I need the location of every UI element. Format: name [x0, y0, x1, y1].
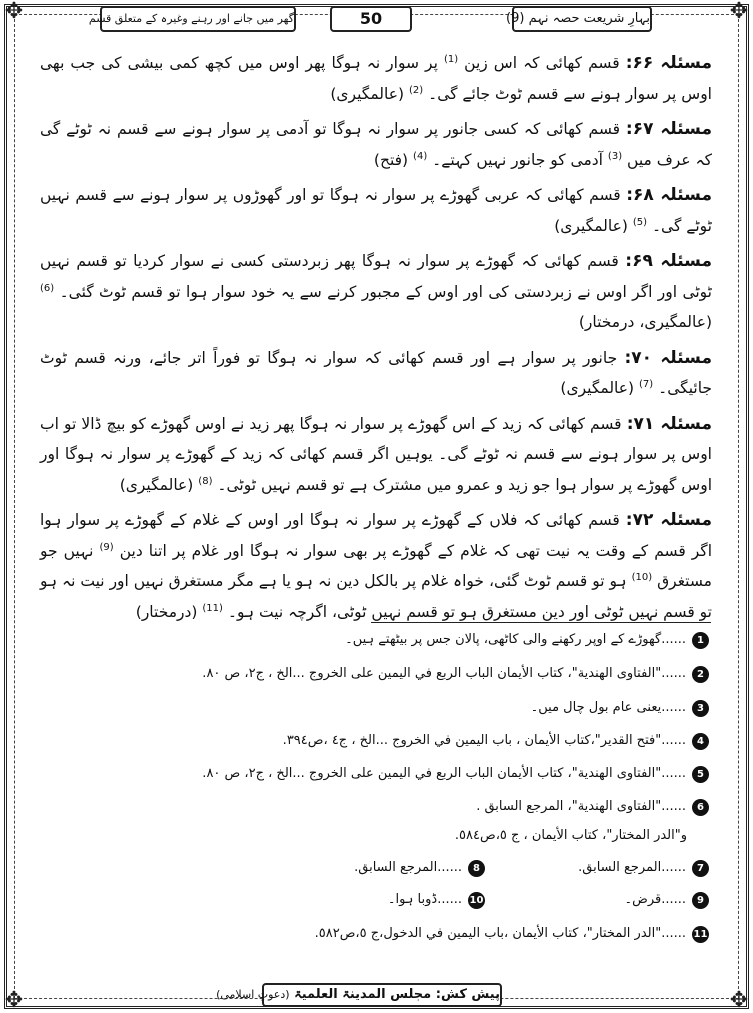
- footnote-8: 8 ......المرجع السابق.: [354, 858, 485, 878]
- footer-sub: (دعوتِ اسلامی): [216, 988, 290, 1001]
- footnote-number-icon: 7: [692, 860, 709, 877]
- footnote-10: 10 ......ڈوبا ہوا۔: [387, 892, 484, 907]
- corner-ornament-icon: ✥: [729, 0, 749, 24]
- masala-label: مسئلہ ۷۰:: [624, 347, 712, 368]
- masala-66: مسئلہ ۶۶: قسم کھائی کہ اس زین $^{(1)}$ پر سوار نہ ہوگا پھر اوس میں کچھ کمی بیشی کی جب بھی اوس پر سوار ہونے سے قسم ٹوٹ جائے گی۔ $^{(2)}$ (عالمگیری): [40, 53, 712, 103]
- footnote-ref: (8): [198, 475, 213, 487]
- corner-ornament-icon: ✥: [4, 0, 24, 24]
- footnote-number-icon: 8: [468, 860, 485, 877]
- footnote-ref: (4): [413, 150, 428, 162]
- book-title-header: بہارِ شریعت حصہ نہم (9): [512, 6, 652, 32]
- chapter-header: گھر میں جانے اور رہنے وغیرہ کے متعلق قسم: [100, 6, 296, 32]
- source-citation: (فتح): [373, 150, 409, 169]
- footnote-number-icon: 3: [692, 700, 709, 717]
- footer-org: مجلس المدینۃ العلمیۃ: [294, 987, 432, 1002]
- main-text: [40, 48, 712, 632]
- masala-label: مسئلہ ۶۸:: [626, 185, 712, 205]
- footnote-divider: [371, 622, 711, 623]
- source-citation: (عالمگیری): [119, 475, 194, 494]
- footnote-number-icon: 6: [692, 799, 709, 816]
- publisher-footer: [216, 983, 502, 1007]
- masala-71: مسئلہ ۷۱: قسم کھائی کہ زید کے اس گھوڑے پر سوار نہ ہوگا پھر زید نے اوس گھوڑے کو بیچ ڈالا تو اب اوس پر سوار ہونے سے قسم نہ ٹوٹے گی۔ یوہیں اگر قسم کھائی کہ زید کے گھوڑے پر سوار نہ ہوگا اور اوس گھوڑے پر سوار ہوا جو زید و عمرو میں مشترک ہے تو قسم نہیں ٹوٹی۔ $^{(8)}$ (عالمگیری): [40, 413, 712, 494]
- footnote-ref: (11): [202, 602, 223, 614]
- footnote-ref: (7): [639, 378, 654, 390]
- footnote-3: 3 ......یعنی عام بول چال میں۔: [531, 698, 709, 718]
- footer-label: پیش کش:: [435, 987, 500, 1002]
- source-citation: (عالمگیری، درمختار): [578, 313, 712, 331]
- masala-69: مسئلہ ۶۹: قسم کھائی کہ گھوڑے پر سوار نہ ہوگا پھر زبردستی کسی نے سوار کردیا تو قسم نہیں ٹوٹی اور اگر اوس نے زبردستی کی اور اوس کے مجبور کرنے سے یہ خود سوار ہوا تو قسم ٹوٹ گئی۔ $^{(6)}$ (عالمگیری، درمختار): [40, 251, 712, 331]
- masala-68: مسئلہ ۶۸: قسم کھائی کہ عربی گھوڑے پر سوار نہ ہوگا تو اور گھوڑوں پر سوار ہونے سے قسم نہیں ٹوٹے گی۔ $^{(5)}$ (عالمگیری): [40, 185, 712, 235]
- footnote-5: 5 ......"الفتاوى الهندية"، كتاب الأيمان الباب الربع في اليمين على الخروج ...الخ ، ج٢، ص ٨٠.: [202, 764, 709, 784]
- masala-67: مسئلہ ۶۷: قسم کھائی کہ کسی جانور پر سوار نہ ہوگا تو آدمی پر سوار ہونے سے قسم نہ ٹوٹے گی کہ عرف میں $^{(3)}$ آدمی کو جانور نہیں کہتے۔ $^{(4)}$ (فتح): [40, 119, 712, 169]
- footnote-number-icon: 4: [692, 733, 709, 750]
- masala-72: مسئلہ ۷۲: قسم کھائی کہ فلاں کے گھوڑے پر سوار نہ ہوگا اور اوس کے غلام کے گھوڑے پر سوار ہوا اگر قسم کے وقت یہ نیت تھی کہ غلام کے گھوڑے پر بھی سوار نہ ہوگا اور غلام پر اتنا دین $^{(9)}$ نہیں جو مستغرق $^{(10)}$ ہو تو قسم ٹوٹ گئی، خواہ غلام پر بالکل دین نہ ہو یا ہے مگر مستغرق نہیں اور نیت نہ ہو تو قسم نہیں ٹوٹی اور دین مستغرق ہو تو قسم نہیں ٹوٹی، اگرچہ نیت ہو۔ $^{(11)}$ (درمختار): [40, 510, 713, 621]
- masala-70: مسئلہ ۷۰: جانور پر سوار ہے اور قسم کھائی کہ سوار نہ ہوگا تو فوراً اتر جائے، ورنہ قسم ٹوٹ جائیگی۔ $^{(7)}$ (عالمگیری): [40, 347, 712, 397]
- corner-ornament-icon: ✥: [4, 988, 24, 1013]
- source-citation: (عالمگیری): [330, 84, 405, 103]
- masala-label: مسئلہ ۶۹:: [625, 251, 712, 271]
- source-citation: (عالمگیری): [554, 216, 628, 235]
- page-number: 50: [330, 6, 412, 32]
- footnote-number-icon: 5: [692, 766, 709, 783]
- source-citation: (درمختار): [135, 602, 198, 621]
- footnote-9: 9 ......قرض۔: [624, 890, 709, 910]
- footnote-6: 6 ......"الفتاوى الهندية"، المرجع السابق .: [476, 797, 709, 817]
- footnote-number-icon: 11: [692, 926, 709, 943]
- footnote-number-icon: 1: [692, 632, 709, 649]
- footnote-number-icon: 10: [468, 892, 485, 909]
- footnote-4: 4 ......"فتح القدير"،كتاب الأيمان ، باب اليمين في الخروج ...الخ ، ج٤ ،ص٣٩٤.: [283, 731, 709, 751]
- footnote-1: 1 ......گھوڑے کے اوپر رکھنے والی کاٹھی، پالان جس پر بیٹھتے ہیں۔: [345, 630, 709, 650]
- masala-label: مسئلہ ۶۶:: [625, 53, 712, 73]
- footnote-6-continued: و"الدر المختار"، كتاب الأيمان ، ج ٥،ص٥٨٤.: [454, 828, 687, 843]
- footnote-ref: (6): [40, 282, 55, 294]
- footnote-number-icon: 2: [692, 666, 709, 683]
- masala-label: مسئلہ ۷۲:: [625, 510, 713, 530]
- footnote-2: 2 ......"الفتاوى الهندية"، كتاب الأيمان الباب الربع في اليمين على الخروج ...الخ ، ج٢، ص ٨٠.: [202, 664, 709, 684]
- footnote-ref: (2): [408, 84, 424, 96]
- footnote-ref: (9): [99, 541, 114, 553]
- footnote-number-icon: 9: [692, 892, 709, 909]
- footnote-ref: (5): [632, 216, 648, 228]
- footnote-7: 7 ......المرجع السابق.: [578, 858, 709, 878]
- footnote-ref: (3): [607, 150, 623, 162]
- corner-ornament-icon: ✥: [729, 988, 749, 1013]
- source-citation: (عالمگیری): [560, 379, 635, 397]
- footnote-ref: (1): [443, 53, 459, 65]
- masala-label: مسئلہ ۷۱:: [626, 413, 712, 434]
- footnote-ref: (10): [631, 571, 653, 583]
- masala-label: مسئلہ ۶۷:: [625, 119, 712, 139]
- footnote-11: 11 ......"الدر المختار"، كتاب الأيمان ،باب اليمين في الدخول،ج ٥،ص٥٨٢.: [314, 926, 708, 941]
